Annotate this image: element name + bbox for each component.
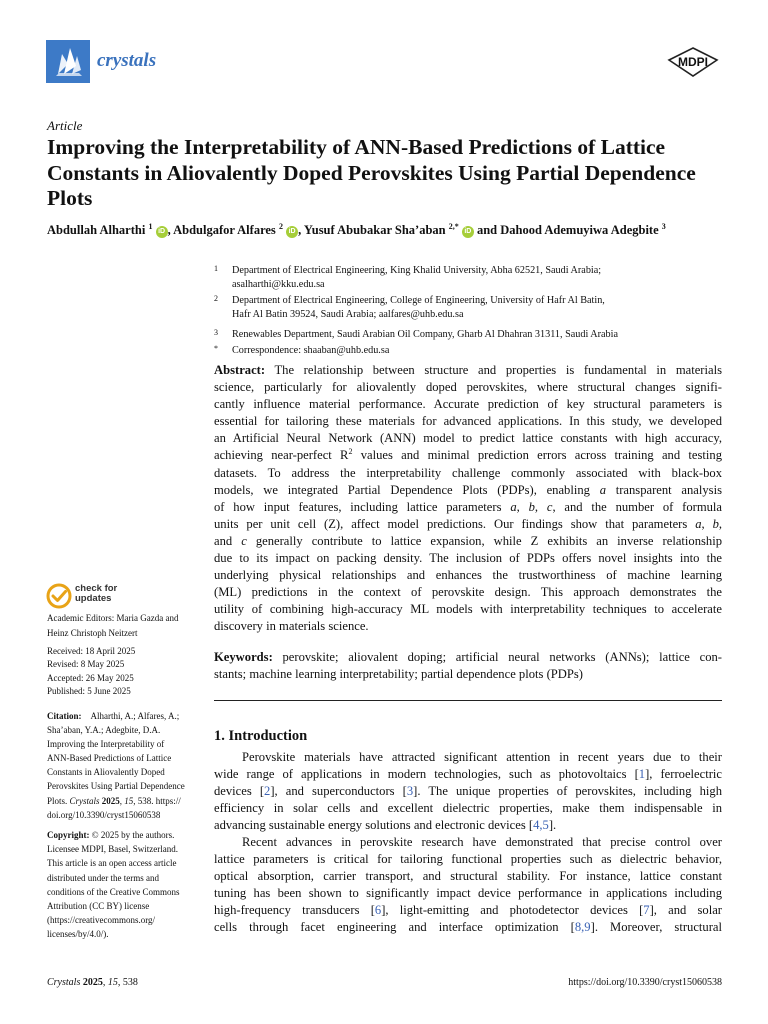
author-list: Abdullah Alharthi $^1$ iD , Abdulgafor Alfares $^2$ iD , Yusuf Abubakar Sha’aban $^{2,*}$ iD and Dahood Ademuyiwa Adegbite $^3$ xyxy=(47,221,666,237)
affiliation-text: Correspondence: shaaban@uhb.edu.sa xyxy=(232,345,390,356)
citation-line: Sha’aban, Y.A.; Adegbite, D.A. xyxy=(47,725,161,736)
author-name[interactable]: Yusuf Abubakar Sha’aban xyxy=(303,223,446,237)
orcid-icon[interactable]: iD xyxy=(156,226,168,238)
journal-logo-icon xyxy=(46,40,90,83)
abstract-line: underlying physical relationships and enhances the trustworthiness of machine learning xyxy=(214,568,722,583)
abstract-line: Abstract: The relationship between structure and properties is fundamental in materials xyxy=(214,363,722,377)
check-for-updates-button[interactable] xyxy=(46,583,166,609)
abstract-line: due to its impact on packing density. The inclusion of PDPs offers novel insights into the xyxy=(214,551,722,566)
orcid-icon[interactable]: iD xyxy=(286,226,298,238)
affiliation-item xyxy=(214,344,734,358)
paragraph-line: lattice parameters is critical for tailoring functional properties such as dielectric behavior, xyxy=(214,852,722,867)
check-updates-line-1: check for xyxy=(75,583,118,594)
affiliation-number: 1 xyxy=(214,264,218,273)
citation-link[interactable]: 1 xyxy=(638,767,646,782)
citation-link[interactable]: 2 xyxy=(264,784,271,799)
author-affiliation-sup: 2 xyxy=(278,221,283,231)
abstract-line: essential for tailoring these materials for advanced applications. In this study, we developed xyxy=(214,414,722,429)
abstract-line: achieving near-perfect $R^2$ values and minimal prediction errors across training and testing xyxy=(214,447,722,463)
editors-line: Heinz Christoph Neitzert xyxy=(47,628,138,638)
citation-line: Plots. Crystals 2025, 15, 538. https:// xyxy=(47,795,181,806)
intro-paragraph-2 xyxy=(214,834,722,937)
citation-label: Citation: xyxy=(47,711,82,721)
published-date: Published: 5 June 2025 xyxy=(47,686,131,697)
citation-link[interactable]: 8,9 xyxy=(574,920,591,935)
citation-line: Constants in Aliovalently Doped xyxy=(47,767,165,778)
footer-doi-link[interactable]: https://doi.org/10.3390/cryst15060538 xyxy=(568,977,722,988)
copyright-line: Attribution (CC BY) license xyxy=(47,901,150,912)
copyright-line: This article is an open access article xyxy=(47,858,177,869)
paragraph-line: cells through facet engineering and interface optimization [8,9]. Moreover, structural xyxy=(214,920,722,935)
article-title: Improving the Interpretability of ANN-Based Predictions of Lattice Constants in Aliovalently Doped Perovskites Using Partial Dependence Plots xyxy=(47,135,696,210)
intro-paragraph-1 xyxy=(214,749,722,834)
journal-name[interactable]: crystals xyxy=(97,50,157,71)
abstract-line: units per unit cell (Z), affect model predictions. Our findings show that parameters a, b, xyxy=(214,516,723,531)
citation-line: Citation: Alharthi, A.; Alfares, A.; xyxy=(47,711,180,721)
author-name[interactable]: Abdulgafor Alfares xyxy=(173,223,276,237)
author-affiliation-sup: 2,* xyxy=(448,221,459,231)
abstract-line: of how input features, including lattice parameters a, b, c, and the number of formula xyxy=(214,499,723,514)
affiliation-item xyxy=(214,294,734,322)
revised-date: Revised: 8 May 2025 xyxy=(47,659,125,670)
keywords-line: Keywords: perovskite; aliovalent doping; artificial neural networks (ANNs); lattice con- xyxy=(214,650,722,664)
copyright-block xyxy=(47,828,199,942)
affiliation-text: Hafr Al Batin 39524, Saudi Arabia; aalfares@uhb.edu.sa xyxy=(232,309,464,320)
accepted-date: Accepted: 26 May 2025 xyxy=(47,672,134,683)
paragraph-line: wide range of applications in modern technologies, such as photovoltaics [1], ferroelectric xyxy=(214,767,722,782)
orcid-icon[interactable]: iD xyxy=(462,226,474,238)
citation-link[interactable]: 3 xyxy=(406,784,414,799)
mdpi-logo-icon[interactable] xyxy=(667,47,719,77)
mdpi-logo-text: MDPI xyxy=(678,55,708,69)
copyright-line: conditions of the Creative Commons xyxy=(47,886,180,897)
keywords-line: stants; machine learning interpretability; partial dependence plots (PDPs) xyxy=(214,667,583,682)
copyright-line: Licensee MDPI, Basel, Switzerland. xyxy=(47,844,178,855)
article-type: Article xyxy=(47,118,83,133)
paragraph-line: efficiency in solar cells and excellent dielectric properties, make them indispensable in xyxy=(214,801,722,816)
copyright-label: Copyright: xyxy=(47,830,90,840)
author-name[interactable]: Abdullah Alharthi xyxy=(47,223,146,237)
citation-link[interactable]: 6 xyxy=(374,903,382,918)
citation-link[interactable]: 4,5 xyxy=(533,818,549,833)
abstract-line: and c generally contribute to lattice expansion, while Z exhibits an inverse relationship xyxy=(214,533,722,548)
citation-link[interactable]: 7 xyxy=(643,903,650,918)
copyright-line: Copyright: © 2025 by the authors. xyxy=(47,830,175,840)
affiliation-number: 2 xyxy=(214,294,218,303)
academic-editors xyxy=(47,611,199,641)
paragraph-line: advancing sustainable energy solutions and electronic devices [4,5]. xyxy=(214,818,557,833)
copyright-line: (https://creativecommons.org/ xyxy=(47,915,156,926)
abstract xyxy=(214,362,722,636)
affiliation-item xyxy=(214,328,734,342)
author-name[interactable]: Dahood Ademuyiwa Adegbite xyxy=(500,223,659,237)
abstract-line: datasets. To address the interpretability challenge commonly associated with black-box xyxy=(214,465,722,480)
paragraph-line: Recent advances in perovskite research have demonstrated that precise control over xyxy=(242,835,722,849)
copyright-line: distributed under the terms and xyxy=(47,872,159,883)
copyright-line: licenses/by/4.0/). xyxy=(47,929,109,940)
abstract-label: Abstract: xyxy=(214,363,266,377)
section-heading: 1. Introduction xyxy=(214,728,308,744)
paragraph-line: devices [2], and superconductors [3]. The unique properties of perovskites, including high xyxy=(214,784,722,799)
abstract-line: science, particularly for aliovalently doped perovskites, where structural changes signifi- xyxy=(214,380,722,395)
paragraph-line: Perovskite materials have attracted significant attention in recent years due to their xyxy=(242,750,722,764)
abstract-line: discovery in materials science. xyxy=(214,619,369,634)
affiliation-text: Renewables Department, Saudi Arabian Oil Company, Gharb Al Dhahran 31311, Saudi Arabia xyxy=(232,329,618,340)
citation-line: Improving the Interpretability of xyxy=(47,739,165,750)
affiliation-text: asalharthi@kku.edu.sa xyxy=(232,279,325,290)
abstract-line: (ML) predictions in the context of perovskite design. This approach demonstrates the xyxy=(214,585,722,600)
section-divider xyxy=(214,700,722,701)
editors-line: Academic Editors: Maria Gazda and xyxy=(47,613,179,623)
paragraph-line: tuning has been shown to significantly impact device performance in applications including xyxy=(214,886,722,901)
paragraph-line: optical absorption, carrier transport, and structural stability. For instance, lattice constant xyxy=(214,869,722,884)
check-updates-line-2: updates xyxy=(75,593,112,604)
publication-dates xyxy=(47,645,199,699)
affiliation-text: Department of Electrical Engineering, King Khalid University, Abha 62521, Saudi Arabia; xyxy=(232,265,602,276)
affiliation-number: * xyxy=(214,344,218,353)
received-date: Received: 18 April 2025 xyxy=(47,646,136,656)
keywords xyxy=(214,649,722,683)
affiliation-item xyxy=(214,264,734,292)
author-affiliation-sup: 3 xyxy=(661,221,666,231)
citation-block xyxy=(47,709,199,822)
citation-line: Perovskites Using Partial Dependence xyxy=(47,781,185,792)
keywords-label: Keywords: xyxy=(214,650,273,664)
citation-line: ANN-Based Predictions of Lattice xyxy=(47,753,172,764)
abstract-line: cantly influence material performance. Accurate prediction of key structural parameters is xyxy=(214,397,722,412)
citation-line: doi.org/10.3390/cryst15060538 xyxy=(47,809,161,820)
abstract-line: an Artificial Neural Network (ANN) model to predict lattice constants with high accuracy, xyxy=(214,431,722,446)
affiliation-number: 3 xyxy=(214,328,218,337)
check-for-updates-icon xyxy=(48,585,70,607)
abstract-line: models, we integrated Partial Dependence Plots (PDPs), enabling a transparent analysis xyxy=(214,482,722,497)
affiliation-text: Department of Electrical Engineering, College of Engineering, University of Hafr Al Batin, xyxy=(232,295,605,306)
author-affiliation-sup: 1 xyxy=(148,221,153,231)
abstract-line: utility of combining high-accuracy ML models with interpretability techniques to accelerate xyxy=(214,602,722,617)
paragraph-line: high-frequency transducers [6], light-emitting and photodetector devices [7], and solar xyxy=(214,903,722,918)
footer-citation: Crystals 2025, 15, 538 xyxy=(47,977,138,988)
